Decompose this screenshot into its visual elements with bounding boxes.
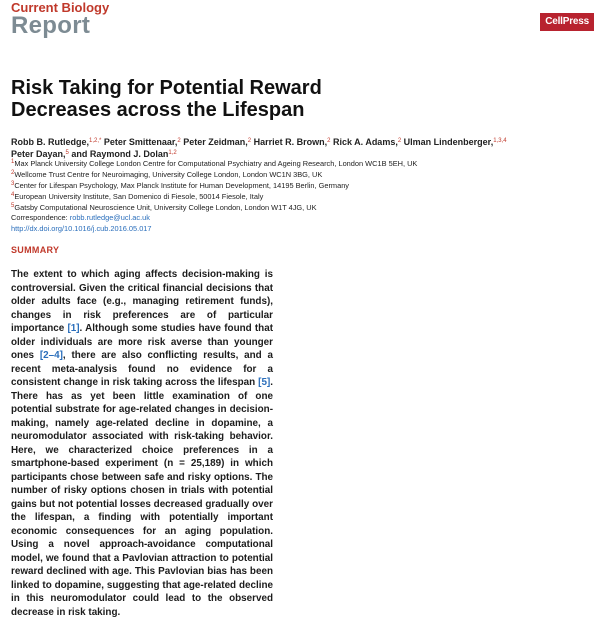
affiliation-text: Center for Lifespan Psychology, Max Planck Institute for Human Development, 14195 Berlin, Germany: [14, 181, 350, 190]
affiliation-sup: 1: [11, 159, 15, 165]
article-type: Report: [11, 12, 91, 39]
author-sup: 5: [65, 149, 69, 156]
author-sup: 2: [247, 138, 252, 144]
affiliation-text: Max Planck University College London Centre for Computational Psychiatry and Ageing Research, London WC1B 5EH, UK: [14, 159, 418, 168]
correspondence-label: Correspondence:: [11, 213, 70, 222]
publisher-logo: CellPress: [540, 13, 594, 31]
author-list: [11, 136, 591, 159]
abstract-text: . There has as yet been little examination of one potential substrate for age-related changes in decision-making, namely age-related decline in dopamine, a neuromodulator associated with risk-taking behavior. Here, we characterized choice preferences in a smartphone-based experiment (n = 25,189) in which participants chose between safe and risky options. The number of risky options chosen in trials with potential gains but not potential losses decreased gradually over the lifespan, a finding with potentially important economic consequences for an aging population. Using a novel approach-avoidance computational model, we found that a Pavlovian attraction to potential reward declined with age. This Pavlovian bias has been linked to dopamine, suggesting that age-related decline in this neuromodulator could lead to the observed decrease in risk taking.: [11, 377, 273, 618]
affiliation-text: Gatsby Computational Neuroscience Unit, University College London, London W1T 4JG, UK: [14, 203, 317, 212]
affiliation: [11, 180, 591, 190]
abstract-text: , there are also conflicting results, and a recent meta-analysis found no evidence for a consistent change in risk taking across the lifespan: [11, 350, 273, 388]
title-line-2: Decreases across the Lifespan: [11, 99, 305, 121]
affiliation: [11, 169, 591, 179]
affiliation: [11, 158, 591, 168]
affiliation-sup: 5: [11, 203, 15, 209]
affiliation-text: Wellcome Trust Centre for Neuroimaging, University College London, London WC1N 3BG, UK: [14, 170, 323, 179]
reference-link[interactable]: [2–4]: [39, 350, 63, 361]
author: Ulman Lindenberger,: [401, 137, 494, 147]
abstract-paragraph: [11, 268, 273, 619]
affiliation: [11, 191, 591, 201]
affiliation-sup: 3: [11, 181, 15, 187]
author: Harriet R. Brown,: [251, 137, 328, 147]
affiliation-sup: 2: [11, 170, 15, 176]
doi-link[interactable]: http://dx.doi.org/10.1016/j.cub.2016.05.017: [11, 224, 152, 233]
doi-line: [11, 224, 591, 233]
author: Peter Zeidman,: [180, 137, 248, 147]
author-sup: 2: [397, 138, 402, 144]
affiliation-sup: 4: [11, 192, 15, 198]
journal-name: Current Biology: [11, 0, 110, 15]
author-sup: 2: [177, 138, 181, 144]
author: Robb B. Rutledge,: [11, 137, 89, 147]
affiliation: [11, 202, 591, 212]
title-line-1: Risk Taking for Potential Reward: [11, 77, 322, 99]
author-sup: 1,2: [168, 149, 177, 156]
abstract-text: The extent to which aging affects decision-making is controversial. Given the critical financial decisions that older adults face (e.g., managing retirement funds), changes in risk preferences are of particular importance: [11, 269, 273, 334]
reference-link[interactable]: [1]: [67, 323, 80, 334]
affiliation-text: European University Institute, San Domenico di Fiesole, 50014 Fiesole, Italy: [14, 192, 264, 201]
author-sup: 1,3,4: [493, 138, 507, 144]
author: Peter Dayan,: [11, 148, 66, 159]
abstract-text: . Although some studies have found that older individuals are more risk averse than younger ones: [11, 323, 273, 361]
summary-heading: SUMMARY: [11, 245, 60, 255]
correspondence-email-link[interactable]: robb.rutledge@ucl.ac.uk: [69, 213, 150, 222]
article-title: [11, 77, 431, 121]
author: Rick A. Adams,: [330, 137, 398, 147]
author: Peter Smittenaar,: [101, 137, 178, 147]
reference-link[interactable]: [5]: [258, 377, 271, 388]
author-sup: 2: [327, 138, 331, 144]
author-sup: 1,2,*: [89, 138, 102, 144]
correspondence: [11, 213, 591, 222]
author: and Raymond J. Dolan: [68, 148, 169, 159]
